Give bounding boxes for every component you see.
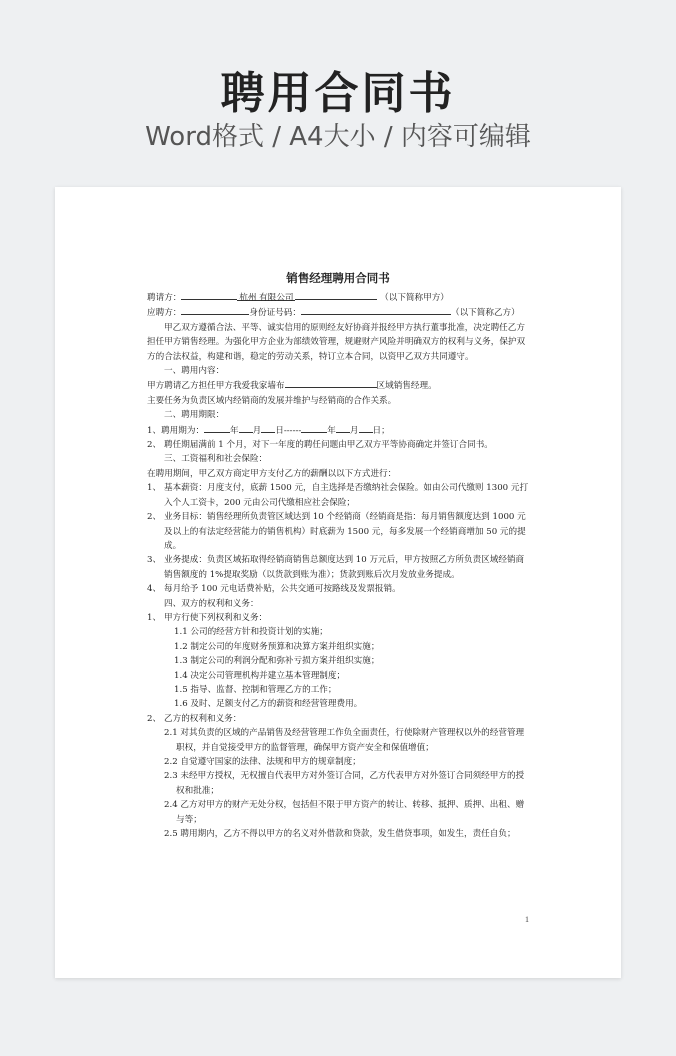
list-item: 2.3 未经甲方授权，无权擅自代表甲方对外签订合同，乙方代表甲方对外签订合同须经甲方的授权和批准； [164,771,525,796]
party-a-note: （以下简称甲方） [380,293,449,303]
section-3-intro: 在聘用期间，甲乙双方商定甲方支付乙方的薪酬以以下方式进行： [147,468,397,479]
section-4-heading: 四、双方的权利和义务： [164,598,259,609]
section-3-item: 2、 业务目标：销售经理所负责管区域达到 10 个经销商（经销商是指：每月销售额度达到 1000 元及以上的有法定经营能力的销售机构）时底薪为 1500 元，每多发展一个经销商增加 50 元的提成。 [147,512,526,551]
section-3-item: 3、 业务提成：负责区域拓取得经销商销售总额度达到 10 万元后，甲方按照乙方所负责区域经销商销售额度的 1%提取奖励（以货款到账为准）；货款到账后次月发放业务提成。 [147,555,525,580]
party-b-label: 应聘方： [147,308,182,319]
list-item: 2.5 聘用期内，乙方不得以甲方的名义对外借款和贷款，发生借贷事项，如发生，责任自负； [164,829,516,840]
document-page [55,187,621,978]
section-1-heading: 一、聘用内容： [164,366,225,377]
party-b-note: （以下简称乙方） [450,308,520,319]
party-a-label: 聘请方： [147,293,182,303]
section-1-line-2: 主要任务为负责区域内经销商的发展并维护与经销商的合作关系。 [147,395,397,406]
document-title: 销售经理聘用合同书 [286,271,390,285]
party-a-company: 杭州 有限公司 [239,293,294,303]
party-b-id-label: 身份证号码： [249,308,301,319]
party-b-line [147,305,529,320]
list-item: 2.2 自觉遵守国家的法律、法规和甲方的规章制度； [164,757,361,767]
list-item: 1.6 及时、足额支付乙方的薪资和经营管理费用。 [174,699,363,710]
section-3-heading: 三、工资福利和社会保险： [164,454,268,465]
list-item: 2.1 对其负责的区域的产品销售及经营管理工作负全面责任，行使除财产管理权以外的经营管理职权，并自觉接受甲方的监督管理，确保甲方资产安全和保值增值； [164,728,525,753]
list-item: 1.5 指导、监督、控制和管理乙方的工作； [174,684,337,695]
page-number: 1 [525,915,529,924]
list-item: 1.3 制定公司的利润分配和弥补亏损方案并组织实施； [174,656,380,667]
section-2-item-2: 2、 聘任期届满前 1 个月，对下一年度的聘任问题由甲乙双方平等协商确定并签订合同书。 [147,440,493,451]
section-4b-heading: 2、 乙方的权利和义务： [147,713,242,724]
list-item: 2.4 乙方对甲方的财产无处分权，包括但不限于甲方资产的转让、转移、抵押、质押、出租、赠与等； [164,800,525,825]
section-3-item: 1、 基本薪资：月度支付，底薪 1500 元，自主选择是否缴纳社会保险。如由公司代缴则 1300 元打入个人工资卡，200 元由公司代缴相应社会保险； [147,483,529,508]
banner-subtitle: Word格式 / A4大小 / 内容可编辑 [145,122,531,152]
party-a-line [147,290,529,305]
section-3-item: 4、 每月给予 100 元电话费补贴，公共交通可按路线及发票报销。 [147,584,401,595]
list-item: 1.4 决定公司管理机构并建立基本管理制度； [174,670,346,681]
section-2-heading: 二、聘用期限： [164,410,225,421]
intro-paragraph: 甲乙双方遵循合法、平等、诚实信用的原则经友好协商并报经甲方执行董事批准，决定聘任乙方担任甲方销售经理。为强化甲方企业为部绩效管理，规避财产风险并明确双方的权利与义务，保护双方的合法权益，构建和谐，稳定的劳动关系，特订立本合同，以资甲乙双方共同遵守。 [147,322,526,362]
banner-title: 聘用合同书 [220,68,456,119]
document-body [147,270,529,841]
list-item: 1.2 制定公司的年度财务预算和决算方案并组织实施； [174,641,380,652]
section-1-line-1: 甲方聘请乙方担任甲方我爱我家墙布 区域销售经理。 [147,378,529,393]
list-item: 1.1 公司的经营方针和投资计划的实施； [174,627,328,638]
section-4a-heading: 1、 甲方行使下列权利和义务： [147,612,268,623]
section-2-item-1: 1、聘用期为： 年 月 日------ 年 月 日； [147,423,529,438]
